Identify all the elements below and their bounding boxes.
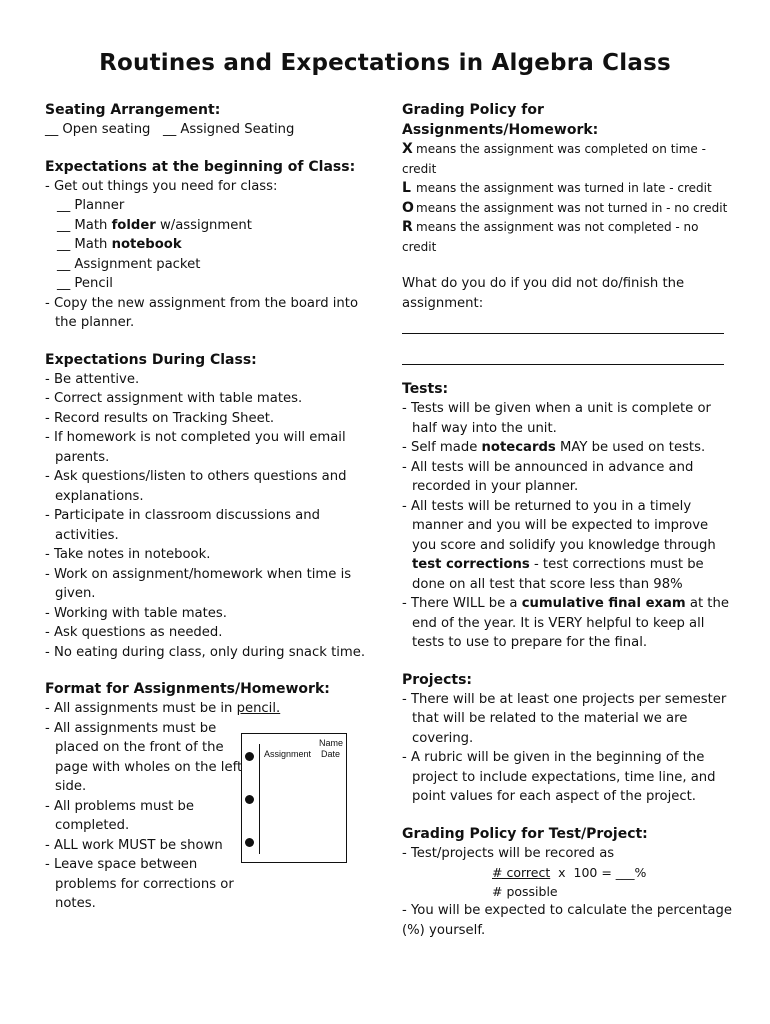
checklist-pencil: __ Pencil <box>57 276 113 291</box>
right-column <box>402 100 732 940</box>
checklist-folder <box>45 216 375 236</box>
tests-text: - All tests will be returned to you in a timely manner and you will be expected to improve you score and solidify you knowledge through <box>402 498 716 553</box>
during-item: - Ask questions/listen to others questions and explanations. <box>45 469 347 504</box>
tests-text: MAY be used on tests. <box>555 440 706 455</box>
folder-prefix: __ Math <box>57 217 112 233</box>
beginning-heading: Expectations at the beginning of Class: <box>45 158 356 175</box>
projects-item: - A rubric will be given in the beginning of the project to include expectations, time line, and point values for each aspect of the project. <box>402 750 716 804</box>
code-letter: O <box>402 199 414 216</box>
folder-suffix: w/assignment <box>155 217 252 233</box>
tests-item: - Tests will be given when a unit is complete or half way into the unit. <box>402 401 711 436</box>
notebook-prefix: __ Math <box>57 237 112 252</box>
tests-item <box>402 438 732 458</box>
diagram-assignment-label: Assignment <box>264 749 312 759</box>
checklist-planner: __ Planner <box>57 198 125 213</box>
hole-punch-icon <box>245 838 254 847</box>
during-item: - Working with table mates. <box>45 605 227 621</box>
test-grading-heading: Grading Policy for Test/Project: <box>402 825 648 842</box>
tests-text: - There WILL be a <box>402 596 522 611</box>
code-text: means the assignment was turned in late - credit <box>416 181 712 195</box>
during-heading: Expectations During Class: <box>45 351 257 368</box>
answer-line-1 <box>402 313 724 334</box>
tests-bold: test corrections <box>412 557 530 572</box>
grading-heading: Grading Policy for Assignments/Homework: <box>402 102 599 138</box>
margin-line <box>259 744 260 854</box>
format-item: - All assignments must be placed on the front of the page with wholes on the left side. <box>45 720 243 794</box>
checklist-notebook <box>45 235 375 255</box>
formula-numerator: # correct <box>492 865 551 880</box>
tests-item <box>402 594 732 653</box>
formula-denominator: # possible <box>492 884 558 899</box>
tests-text: - test corrections must be done on all test that score less than 98% <box>412 557 704 592</box>
diagram-name-label: Name <box>318 738 343 748</box>
during-item: - Take notes in notebook. <box>45 547 211 562</box>
code-letter: X <box>402 141 413 157</box>
hole-punch-icon <box>245 795 254 804</box>
code-text: means the assignment was completed on time - credit <box>402 142 706 176</box>
code-text: means the assignment was not turned in - no credit <box>416 200 728 215</box>
beginning-intro: - Get out things you need for class: <box>45 178 278 194</box>
grading-code-l <box>402 179 732 199</box>
during-item: - Ask questions as needed. <box>45 625 223 640</box>
during-item: - Be attentive. <box>45 371 140 387</box>
format-item: - ALL work MUST be shown <box>45 837 223 853</box>
test-grading-closing: - You will be expected to calculate the percentage (%) yourself. <box>402 903 732 938</box>
hole-punch-icon <box>245 752 254 761</box>
checklist-packet: __ Assignment packet <box>57 256 201 272</box>
during-item: - Work on assignment/homework when time is given. <box>45 566 352 601</box>
copy-assignment: - Copy the new assignment from the board into the planner. <box>45 295 359 330</box>
during-item: - No eating during class, only during snack time. <box>45 644 366 660</box>
notebook-bold: notebook <box>111 237 182 252</box>
percent-formula <box>402 863 732 882</box>
grading-code-r <box>402 218 732 257</box>
paper-format-diagram <box>241 733 347 863</box>
test-grading-line: - Test/projects will be recored as <box>402 845 615 861</box>
seating-heading: Seating Arrangement: <box>45 102 221 118</box>
format-item: - Leave space between problems for corrections or notes. <box>45 857 234 911</box>
format-heading: Format for Assignments/Homework: <box>45 681 330 697</box>
grading-code-x <box>402 140 732 179</box>
diagram-date-label: Date <box>320 749 340 759</box>
tests-bold: cumulative final exam <box>521 596 686 611</box>
projects-item: - There will be at least one projects per semester that will be related to the material we are covering. <box>402 691 727 746</box>
pencil-word: pencil. <box>236 701 281 716</box>
missing-work-question: What do you do if you did not do/finish the assignment: <box>402 276 685 311</box>
projects-heading: Projects: <box>402 671 472 688</box>
code-letter: L <box>402 180 411 196</box>
folder-bold: folder <box>111 217 156 233</box>
grading-code-o <box>402 199 732 219</box>
tests-heading: Tests: <box>402 381 449 397</box>
during-item: - Participate in classroom discussions and activities. <box>45 508 320 543</box>
tests-text: at the end of the year. It is VERY helpful to keep all tests to use to prepare for the final. <box>412 596 729 650</box>
code-letter: R <box>402 219 413 235</box>
tests-bold: notecards <box>481 440 556 455</box>
during-item: - Record results on Tracking Sheet. <box>45 410 275 426</box>
format-pencil <box>45 699 375 719</box>
tests-text: - Self made <box>402 440 482 455</box>
during-item: - Correct assignment with table mates. <box>45 391 303 406</box>
during-item: - If homework is not completed you will email parents. <box>45 430 346 465</box>
code-text: means the assignment was not completed - no credit <box>402 220 699 254</box>
pencil-prefix: - All assignments must be in <box>45 701 237 716</box>
answer-line-2 <box>402 344 724 365</box>
format-item: - All problems must be completed. <box>45 798 195 833</box>
formula-rest: x 100 = ___% <box>550 865 647 880</box>
tests-item <box>402 497 732 595</box>
tests-item: - All tests will be announced in advance and recorded in your planner. <box>402 459 694 494</box>
seating-options: __ Open seating __ Assigned Seating <box>45 122 295 137</box>
page-title: Routines and Expectations in Algebra Class <box>99 50 671 76</box>
